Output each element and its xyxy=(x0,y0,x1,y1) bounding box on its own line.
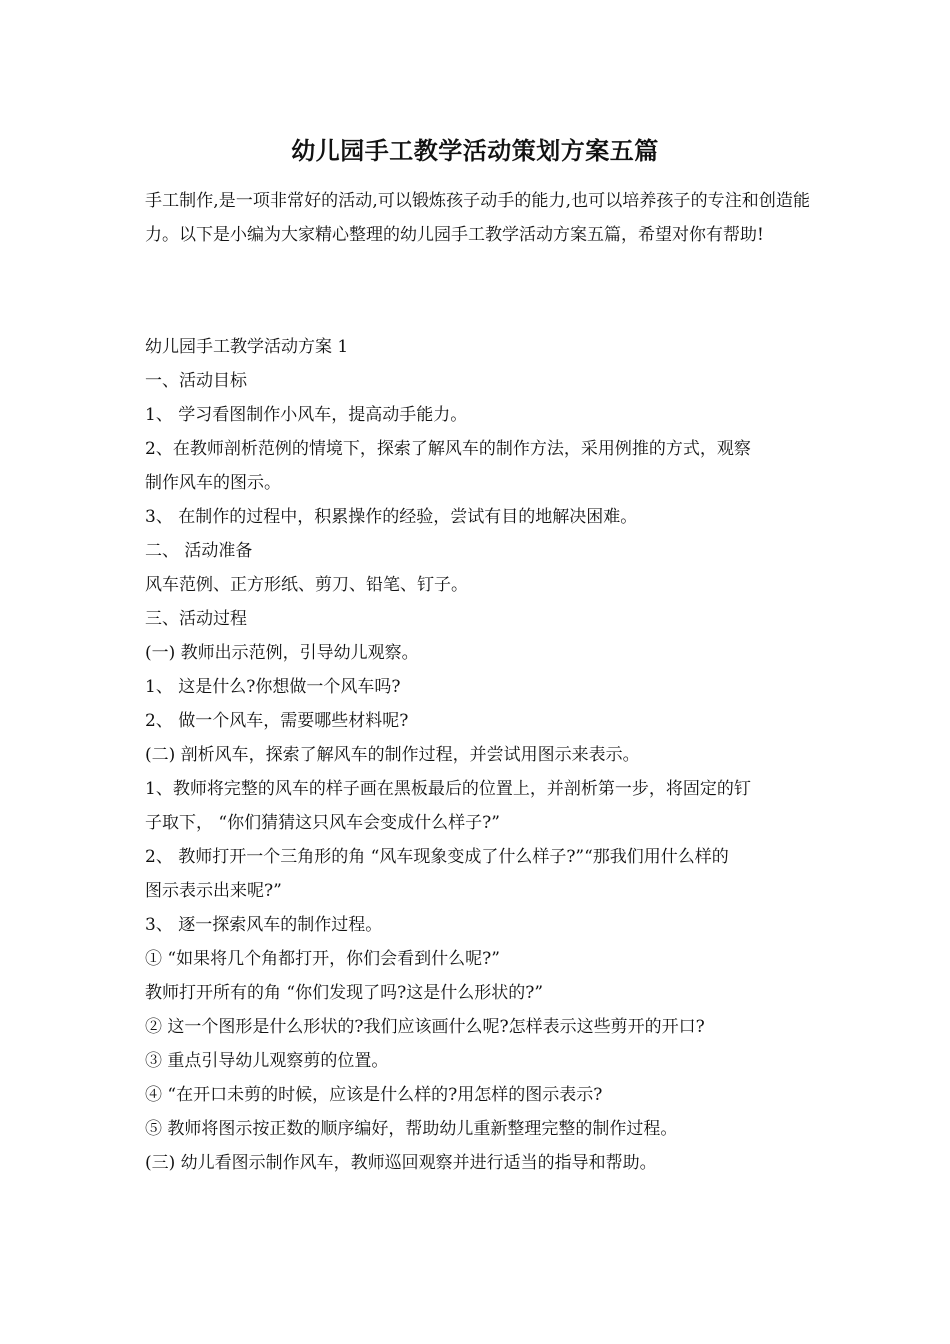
process-step-2-item-2-line-2: 图示表示出来呢?” xyxy=(145,881,282,901)
process-step-2-item-1-line-1: 1、教师将完整的风车的样子画在黑板最后的位置上，并剖析第一步，将固定的钉 xyxy=(145,779,751,799)
intro-paragraph: 手工制作,是一项非常好的活动,可以锻炼孩子动手的能力,也可以培养孩子的专注和创造能力。以下是小编为大家精心整理的幼儿园手工教学活动方案五篇，希望对你有帮助! xyxy=(145,191,810,245)
sub-step-3: ③ 重点引导幼儿观察剪的位置。 xyxy=(145,1051,389,1071)
goal-item-3: 3、 在制作的过程中，积累操作的经验，尝试有目的地解决困难。 xyxy=(145,507,638,527)
goal-item-1: 1、 学习看图制作小风车，提高动手能力。 xyxy=(145,405,468,425)
process-step-2-heading: (二) 剖析风车，探索了解风车的制作过程，并尝试用图示来表示。 xyxy=(145,745,640,765)
sub-step-5: ⑤ 教师将图示按正数的顺序编好，帮助幼儿重新整理完整的制作过程。 xyxy=(145,1119,678,1139)
process-step-1-item-1: 1、 这是什么?你想做一个风车吗? xyxy=(145,677,401,697)
process-step-2-item-3: 3、 逐一探索风车的制作过程。 xyxy=(145,915,383,935)
sub-step-1-followup: 教师打开所有的角 “你们发现了吗?这是什么形状的?” xyxy=(145,983,544,1003)
preparation-materials: 风车范例、正方形纸、剪刀、铅笔、钉子。 xyxy=(145,575,468,595)
process-step-1-item-2: 2、 做一个风车，需要哪些材料呢? xyxy=(145,711,409,731)
sub-step-1: ① “如果将几个角都打开，你们会看到什么呢?” xyxy=(145,949,500,969)
document-body xyxy=(145,330,810,1180)
heading-activity-preparation: 二、 活动准备 xyxy=(145,541,253,561)
heading-activity-process: 三、活动过程 xyxy=(145,609,247,629)
sub-step-4: ④ “在开口未剪的时候，应该是什么样的?用怎样的图示表示? xyxy=(145,1085,603,1105)
process-step-3-heading: (三) 幼儿看图示制作风车，教师巡回观察并进行适当的指导和帮助。 xyxy=(145,1153,657,1173)
section-heading-plan-1: 幼儿园手工教学活动方案 1 xyxy=(145,337,349,357)
sub-step-2: ② 这一个图形是什么形状的?我们应该画什么呢?怎样表示这些剪开的开口? xyxy=(145,1017,705,1037)
goal-item-2-line-2: 制作风车的图示。 xyxy=(145,473,281,493)
heading-activity-goals: 一、活动目标 xyxy=(145,371,247,391)
document-title: 幼儿园手工教学活动策划方案五篇 xyxy=(291,136,659,165)
process-step-2-item-1-line-2: 子取下， “你们猜猜这只风车会变成什么样子?” xyxy=(145,813,500,833)
process-step-1-heading: (一) 教师出示范例，引导幼儿观察。 xyxy=(145,643,419,663)
process-step-2-item-2-line-1: 2、 教师打开一个三角形的角 “风车现象变成了什么样子?”“那我们用什么样的 xyxy=(145,847,729,867)
goal-item-2-line-1: 2、在教师剖析范例的情境下，探索了解风车的制作方法，采用例推的方式，观察 xyxy=(145,439,751,459)
